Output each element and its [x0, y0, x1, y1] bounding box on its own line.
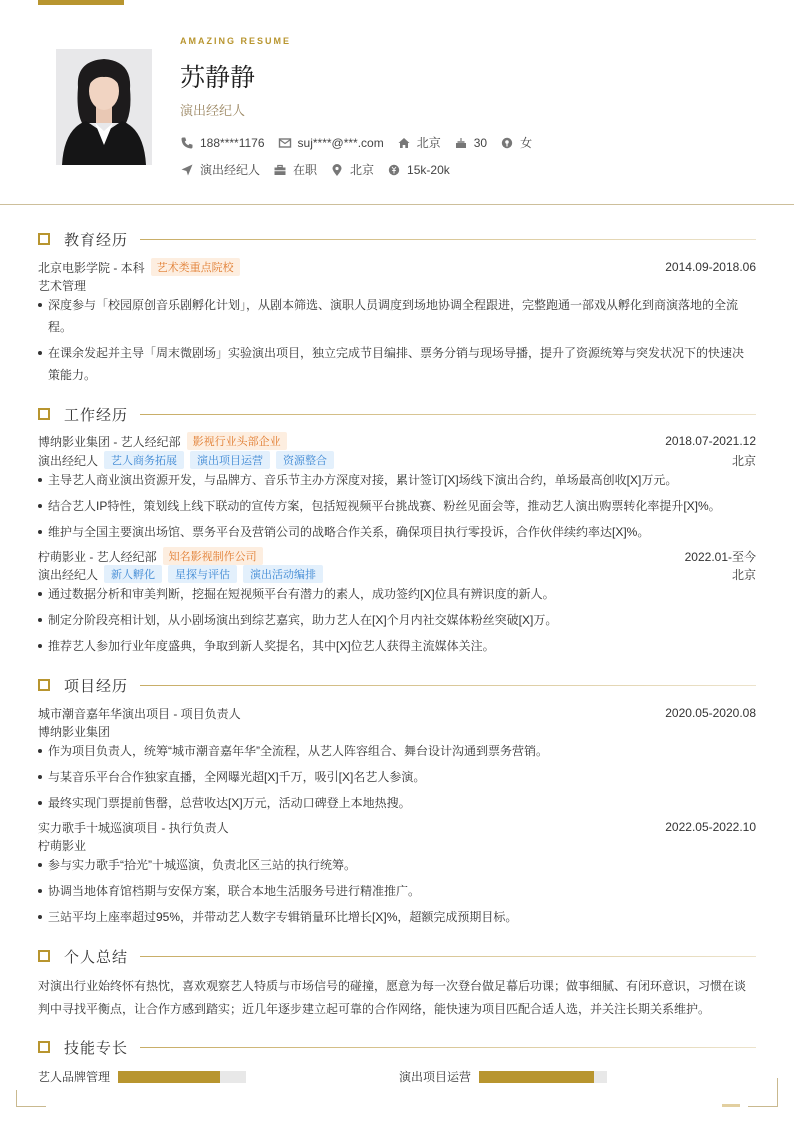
education-major — [38, 276, 756, 294]
intent-salary-text: 15k-20k — [407, 162, 450, 177]
contact-city — [397, 134, 441, 151]
section-title-education: 教育经历 — [64, 231, 129, 249]
square-icon — [38, 408, 50, 420]
section-divider — [140, 239, 756, 240]
bullet-line: 最终实现门票提前售罄，总营收达[X]万元，活动口碑登上本地热搜。 — [48, 796, 411, 810]
education-date: 2014.09-2018.06 — [665, 260, 756, 274]
section-summary — [38, 946, 756, 966]
project-header — [38, 704, 756, 722]
job-role: 演出经纪人 — [38, 567, 99, 582]
gender-icon — [500, 136, 514, 150]
job-bullet — [38, 521, 756, 543]
candidate-name: 苏静静 — [180, 64, 256, 92]
salary-icon — [387, 163, 401, 177]
corner-accent — [722, 1104, 740, 1107]
location-icon — [330, 163, 344, 177]
job-header — [38, 432, 756, 450]
section-projects — [38, 675, 756, 695]
section-title-skills: 技能专长 — [64, 1039, 129, 1057]
project-name: 城市潮音嘉年华演出项目 - 项目负责人 — [38, 706, 241, 721]
skill-bar — [479, 1071, 607, 1083]
section-title-work: 工作经历 — [64, 406, 129, 424]
square-icon — [38, 950, 50, 962]
job-bullet — [38, 469, 756, 491]
briefcase-icon — [273, 163, 287, 177]
project-date: 2022.05-2022.10 — [665, 820, 756, 834]
skill-tag: 星探与评估 — [168, 565, 237, 583]
contact-age — [454, 136, 487, 150]
skill-item — [399, 1068, 607, 1085]
job-date: 2018.07-2021.12 — [665, 434, 756, 448]
contact-email — [278, 136, 384, 150]
section-title-summary: 个人总结 — [64, 948, 129, 966]
intent-status — [273, 161, 317, 178]
square-icon — [38, 1041, 50, 1053]
contact-gender — [500, 134, 532, 151]
intent-status-text: 在职 — [293, 163, 318, 177]
project-bullet — [38, 906, 756, 928]
avatar — [56, 49, 152, 165]
square-icon — [38, 679, 50, 691]
email-text: suj****@***.com — [297, 135, 384, 150]
intent-city-text: 北京 — [350, 163, 375, 177]
project-bullet — [38, 740, 756, 762]
job-bullet — [38, 635, 756, 657]
home-icon — [397, 136, 411, 150]
bullet-line: 通过数据分析和审美判断，挖掘在短视频平台有潜力的素人，成功签约[X]位具有辨识度的新人。 — [48, 587, 555, 601]
bullet-line: 协调当地体育馆档期与安保方案，联合本地生活服务号进行精准推广。 — [48, 884, 421, 898]
square-icon — [38, 233, 50, 245]
section-work — [38, 404, 756, 424]
bullet-line: 制定分阶段亮相计划，从小剧场演出到综艺嘉宾，助力艺人在[X]个月内社交媒体粉丝突破[X]万。 — [48, 613, 558, 627]
bullet-line: 结合艺人IP特性，策划线上线下联动的宣传方案，包括短视频平台挑战赛、粉丝见面会等，推动艺人演出购票转化率提升[X]%。 — [48, 499, 721, 513]
company-name: 柠萌影业 - 艺人经纪部 — [38, 549, 157, 564]
section-divider — [140, 1047, 756, 1048]
education-bullet — [38, 294, 756, 316]
project-company: 柠萌影业 — [38, 838, 87, 853]
job-city: 北京 — [731, 567, 756, 582]
education-header — [38, 258, 756, 276]
job-bullet — [38, 495, 756, 517]
project-company: 博纳影业集团 — [38, 724, 111, 739]
project-bullet — [38, 766, 756, 788]
section-divider — [140, 685, 756, 686]
major-text: 艺术管理 — [38, 278, 87, 293]
bullet-line: 与某音乐平台合作独家直播，全网曝光超[X]千万，吸引[X]名艺人参演。 — [48, 770, 426, 784]
company-tag: 影视行业头部企业 — [187, 432, 287, 450]
job-role-row — [38, 565, 756, 583]
bullet-line: 参与实力歌手“拾光”十城巡演，负责北区三站的执行统筹。 — [48, 858, 356, 872]
section-divider — [140, 414, 756, 415]
bullet-continuation: 策能力。 — [48, 368, 97, 382]
section-skills — [38, 1037, 756, 1057]
job-date: 2022.01-至今 — [684, 549, 756, 564]
top-accent-bar — [38, 0, 124, 5]
city-text: 北京 — [416, 136, 441, 150]
bullet-line: 在课余发起并主导「周末微剧场」实验演出项目，独立完成节目编排、票务分销与现场导播，提升了资源统筹与突发状况下的快速决 — [48, 346, 745, 360]
job-bullet — [38, 609, 756, 631]
education-bullet — [38, 342, 756, 364]
skill-tag: 演出活动编排 — [243, 565, 323, 583]
gender-text: 女 — [520, 136, 533, 150]
skill-fill — [118, 1071, 220, 1083]
corner-decoration — [16, 1090, 46, 1107]
project-company-row — [38, 836, 756, 854]
company-name: 博纳影业集团 - 艺人经纪部 — [38, 434, 181, 449]
summary-text: 对演出行业始终怀有热忱，喜欢观察艺人特质与市场信号的碰撞，愿意为每一次登台做足幕后功课；做事细腻、有闭环意识，习惯在谈判中寻找平衡点，让合作方感到踏实；近几年逐步建立起可靠的合作网络，能快速为项目匹配合适人选，并关注长期关系维护。 — [38, 979, 747, 1016]
phone-icon — [180, 136, 194, 150]
send-icon — [180, 163, 194, 177]
intent-salary — [387, 163, 450, 177]
brand-label: AMAZING RESUME — [180, 36, 291, 46]
project-bullet — [38, 854, 756, 876]
skill-name: 演出项目运营 — [399, 1070, 472, 1084]
project-date: 2020.05-2020.08 — [665, 706, 756, 720]
skill-fill — [479, 1071, 594, 1083]
intent-row — [180, 161, 463, 178]
skill-bar — [118, 1071, 246, 1083]
portrait-image — [56, 49, 152, 165]
skill-tag: 资源整合 — [276, 451, 334, 469]
section-education — [38, 229, 756, 249]
cake-icon — [454, 136, 468, 150]
intent-position — [180, 161, 260, 178]
skill-name: 艺人品牌管理 — [38, 1070, 111, 1084]
header-divider — [0, 204, 794, 205]
candidate-title: 演出经纪人 — [180, 103, 246, 118]
section-divider — [140, 956, 756, 957]
bullet-line: 推荐艺人参加行业年度盛典，争取到新人奖提名，其中[X]位艺人获得主流媒体关注。 — [48, 639, 495, 653]
job-city: 北京 — [731, 453, 756, 468]
corner-decoration — [748, 1078, 778, 1107]
phone-text: 188****1176 — [200, 135, 265, 150]
project-header — [38, 818, 756, 836]
project-company-row — [38, 722, 756, 740]
intent-position-text: 演出经纪人 — [200, 163, 261, 177]
contact-phone — [180, 136, 265, 150]
contact-row — [180, 134, 545, 151]
job-bullet — [38, 583, 756, 605]
skill-item — [38, 1068, 246, 1085]
bullet-line: 作为项目负责人，统筹“城市潮音嘉年华”全流程，从艺人阵容组合、舞台设计沟通到票务营销。 — [48, 744, 548, 758]
job-role: 演出经纪人 — [38, 453, 99, 468]
school-tag: 艺术类重点院校 — [151, 258, 240, 276]
section-title-projects: 项目经历 — [64, 677, 129, 695]
school-name: 北京电影学院 - 本科 — [38, 260, 145, 275]
project-bullet — [38, 880, 756, 902]
project-name: 实力歌手十城巡演项目 - 执行负责人 — [38, 820, 229, 835]
age-text: 30 — [473, 135, 488, 150]
bullet-line: 主导艺人商业演出资源开发，与品牌方、音乐节主办方深度对接，累计签订[X]场线下演出合约，单场最高创收[X]万元。 — [48, 473, 678, 487]
skill-tag: 艺人商务拓展 — [104, 451, 184, 469]
intent-city — [330, 161, 374, 178]
bullet-line: 维护与全国主要演出场馆、票务平台及营销公司的战略合作关系，确保项目执行零投诉，合作伙伴续约率达[X]%。 — [48, 525, 650, 539]
job-header — [38, 547, 756, 565]
skill-tag: 演出项目运营 — [190, 451, 270, 469]
company-tag: 知名影视制作公司 — [163, 547, 263, 565]
bullet-continuation: 程。 — [48, 320, 73, 334]
bullet-line: 三站平均上座率超过95%，并带动艺人数字专辑销量环比增长[X]%，超额完成预期目标。 — [48, 910, 518, 924]
job-role-row — [38, 451, 756, 469]
project-bullet — [38, 792, 756, 814]
mail-icon — [278, 136, 292, 150]
bullet-line: 深度参与「校园原创音乐剧孵化计划」，从剧本筛选、演职人员调度到场地协调全程跟进，完整跑通一部戏从孵化到商演落地的全流 — [48, 298, 739, 312]
skill-tag: 新人孵化 — [104, 565, 162, 583]
